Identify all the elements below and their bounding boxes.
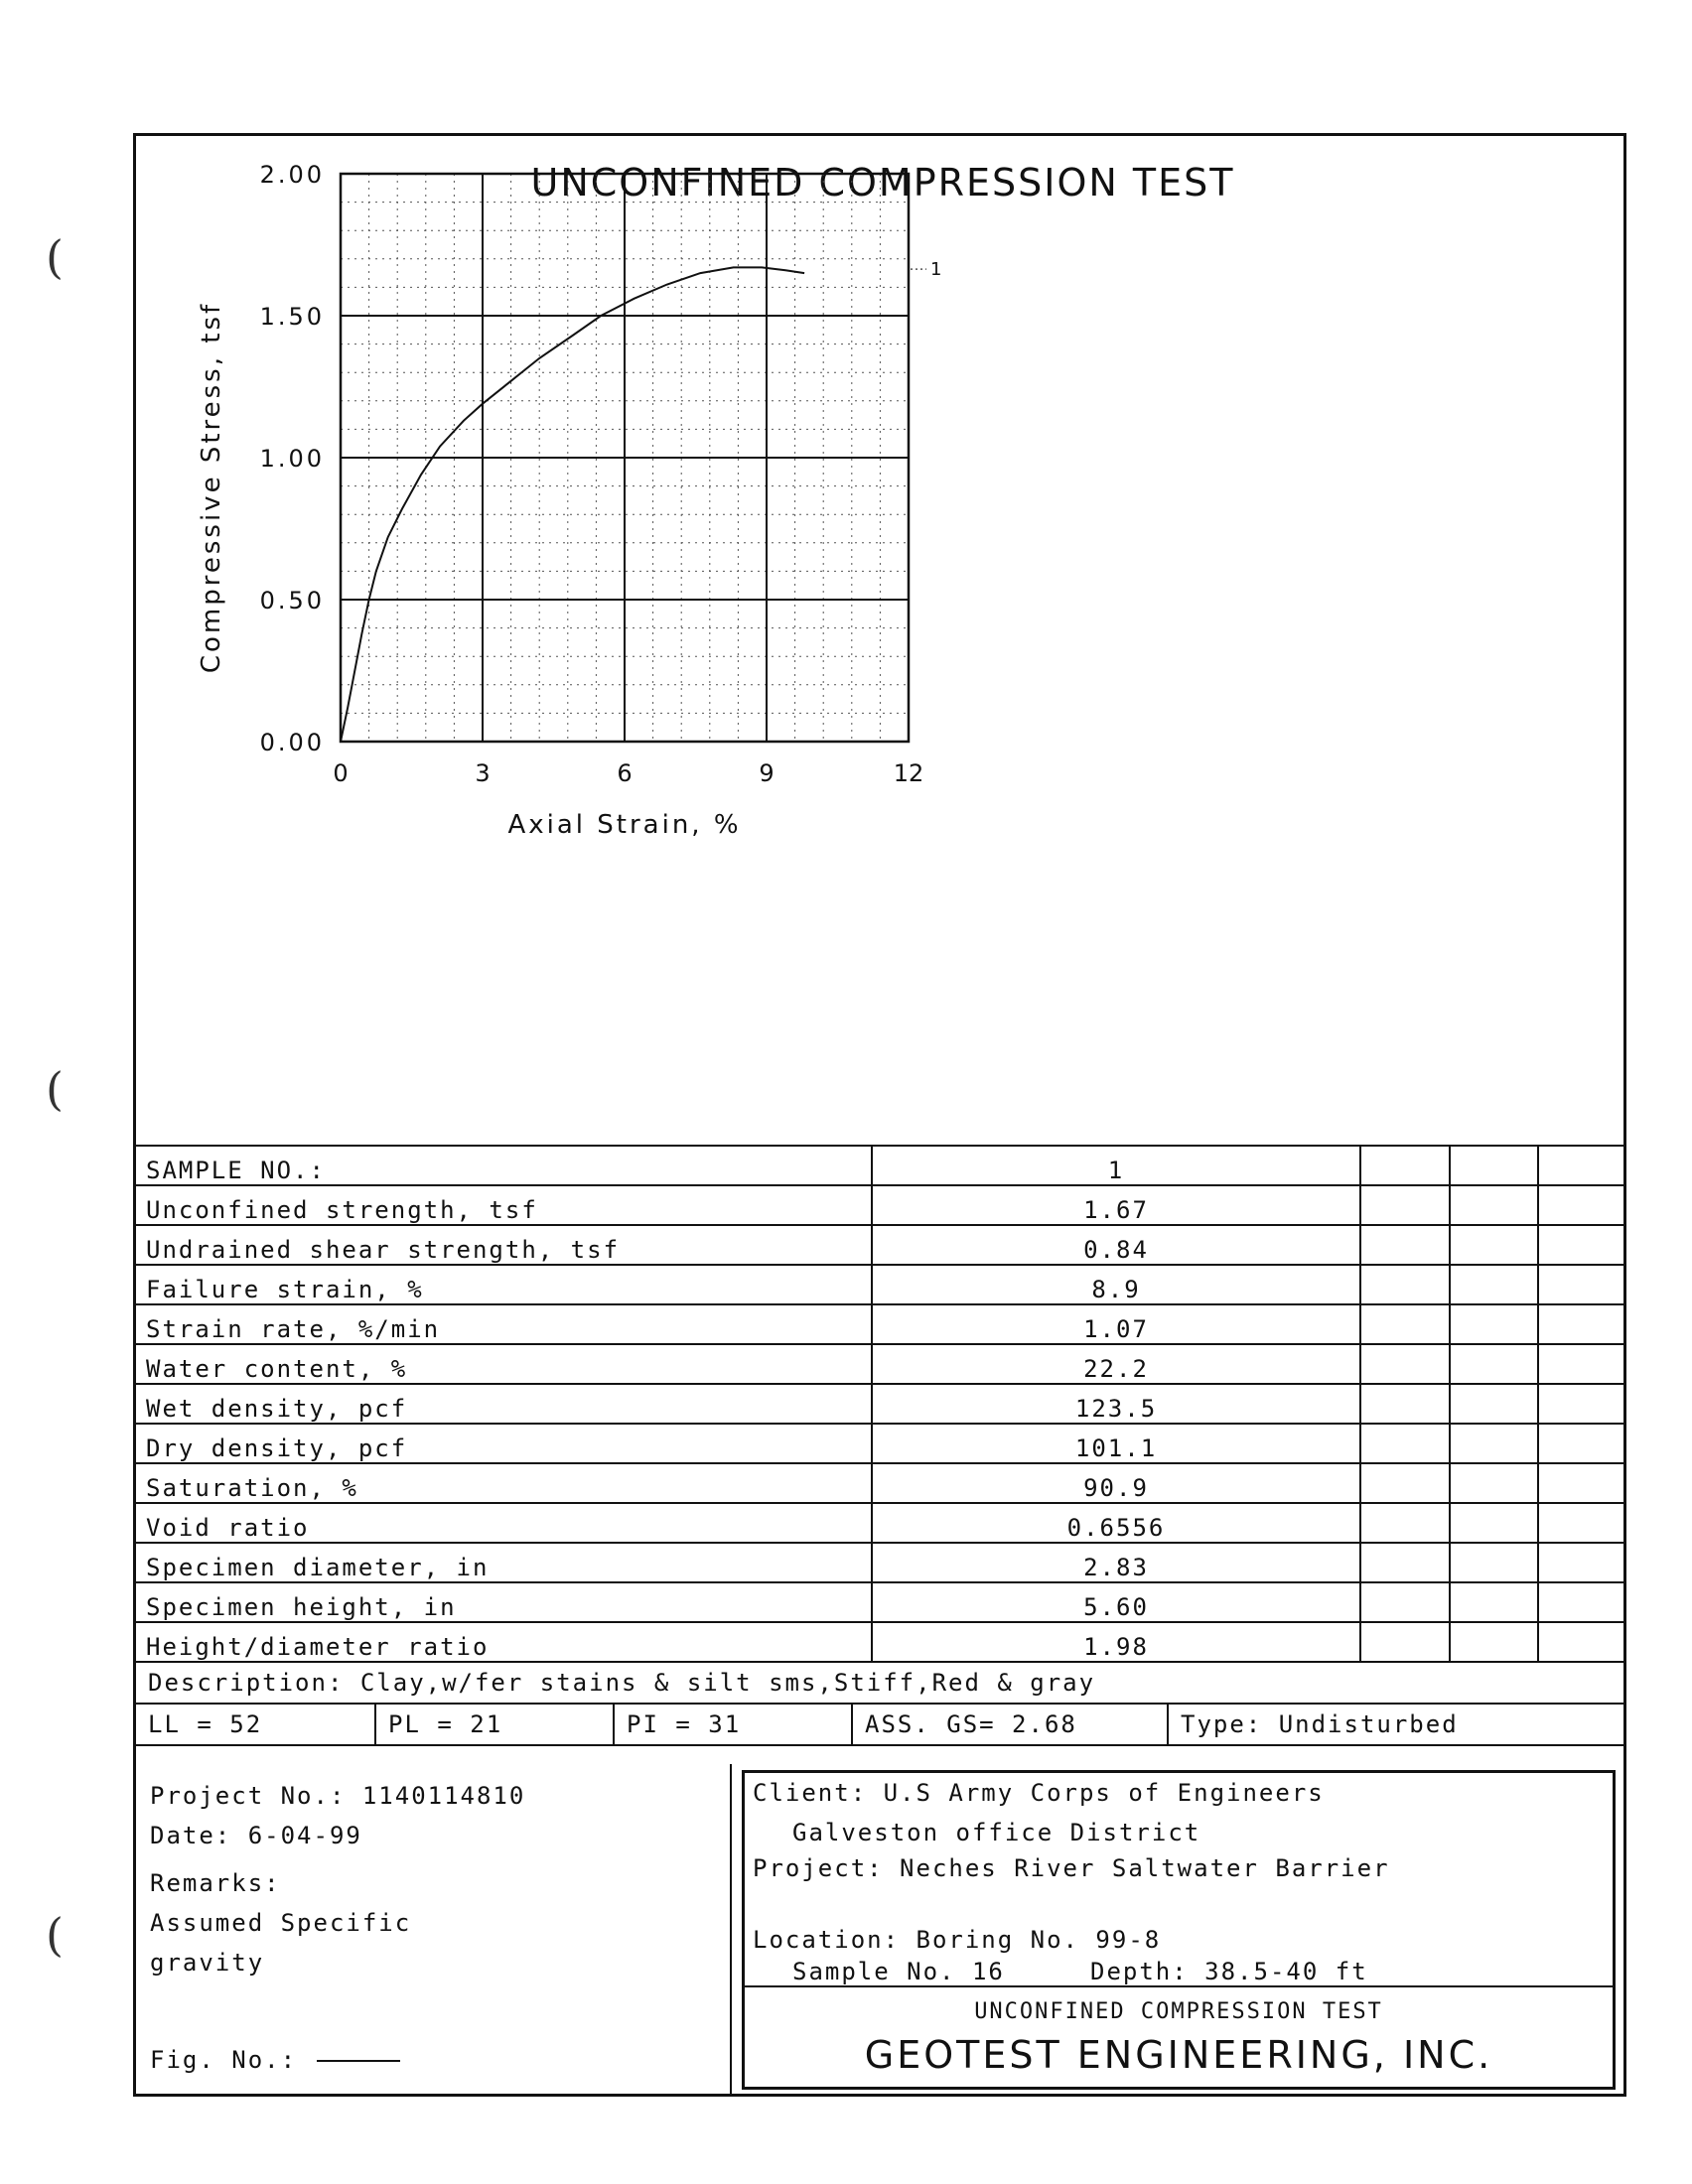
empty-sample-cell bbox=[1538, 1622, 1623, 1662]
property-value: 1.07 bbox=[872, 1304, 1360, 1344]
empty-sample-cell bbox=[1360, 1503, 1450, 1543]
property-value: 5.60 bbox=[872, 1582, 1360, 1622]
chart-title: UNCONFINED COMPRESSION TEST bbox=[530, 161, 1235, 205]
empty-sample-cell bbox=[1450, 1344, 1539, 1384]
empty-sample-cell bbox=[1450, 1384, 1539, 1424]
specific-gravity: ASS. GS= 2.68 bbox=[851, 1705, 1167, 1744]
property-row bbox=[136, 1265, 1623, 1304]
property-row bbox=[136, 1622, 1623, 1662]
empty-sample-cell bbox=[1360, 1185, 1450, 1225]
property-value: 8.9 bbox=[872, 1265, 1360, 1304]
property-value: 101.1 bbox=[872, 1424, 1360, 1463]
info-section bbox=[136, 1764, 1623, 2097]
x-axis-label: Axial Strain, % bbox=[507, 810, 742, 840]
empty-sample-cell bbox=[1360, 1622, 1450, 1662]
description-row bbox=[136, 1663, 1623, 1705]
location: Location: Boring No. 99-8 bbox=[753, 1926, 1162, 1954]
empty-sample-cell bbox=[1538, 1543, 1623, 1582]
empty-sample-cell bbox=[1450, 1304, 1539, 1344]
empty-sample-cell bbox=[1538, 1344, 1623, 1384]
property-row bbox=[136, 1225, 1623, 1265]
empty-sample-cell bbox=[1450, 1146, 1539, 1185]
description-text: Description: Clay,w/fer stains & silt sms,Stiff,Red & gray bbox=[148, 1669, 1096, 1697]
sample-number-row bbox=[136, 1146, 1623, 1185]
property-label: Wet density, pcf bbox=[136, 1384, 872, 1424]
property-label: Void ratio bbox=[136, 1503, 872, 1543]
empty-sample-cell bbox=[1538, 1424, 1623, 1463]
client-name: Client: U.S Army Corps of Engineers bbox=[753, 1779, 1325, 1807]
report-title: UNCONFINED COMPRESSION TEST bbox=[974, 1999, 1383, 2024]
test-date: Date: 6-04-99 bbox=[150, 1822, 362, 1849]
property-row bbox=[136, 1463, 1623, 1503]
series-label: 1 bbox=[930, 259, 942, 281]
property-label: Dry density, pcf bbox=[136, 1424, 872, 1463]
remarks-label: Remarks: bbox=[150, 1869, 281, 1897]
empty-sample-cell bbox=[1538, 1503, 1623, 1543]
limits-row bbox=[136, 1705, 1623, 1746]
property-label: Failure strain, % bbox=[136, 1265, 872, 1304]
empty-sample-cell bbox=[1538, 1265, 1623, 1304]
y-tick-label: 0.00 bbox=[259, 729, 325, 756]
property-label: Height/diameter ratio bbox=[136, 1622, 872, 1662]
empty-sample-cell bbox=[1360, 1265, 1450, 1304]
y-tick-label: 2.00 bbox=[259, 161, 325, 189]
x-tick-label: 9 bbox=[759, 759, 775, 787]
report-frame bbox=[133, 133, 1626, 2097]
margin-mark-1: ( bbox=[46, 230, 64, 284]
property-label: SAMPLE NO.: bbox=[136, 1146, 872, 1185]
empty-sample-cell bbox=[1360, 1543, 1450, 1582]
x-tick-label: 3 bbox=[475, 759, 491, 787]
property-value: 1 bbox=[872, 1146, 1360, 1185]
figure-number bbox=[150, 2046, 400, 2074]
property-value: 1.67 bbox=[872, 1185, 1360, 1225]
property-value: 123.5 bbox=[872, 1384, 1360, 1424]
sample-depth: Depth: 38.5-40 ft bbox=[1090, 1958, 1368, 1985]
x-tick-label: 0 bbox=[333, 759, 349, 787]
property-row bbox=[136, 1503, 1623, 1543]
empty-sample-cell bbox=[1450, 1185, 1539, 1225]
y-axis-label: Compressive Stress, tsf bbox=[197, 301, 226, 674]
margin-mark-3: ( bbox=[46, 1908, 64, 1962]
empty-sample-cell bbox=[1360, 1304, 1450, 1344]
empty-sample-cell bbox=[1450, 1543, 1539, 1582]
empty-sample-cell bbox=[1450, 1503, 1539, 1543]
y-tick-labels bbox=[260, 161, 325, 756]
empty-sample-cell bbox=[1538, 1384, 1623, 1424]
empty-sample-cell bbox=[1450, 1622, 1539, 1662]
property-value: 0.6556 bbox=[872, 1503, 1360, 1543]
empty-sample-cell bbox=[1360, 1146, 1450, 1185]
remarks-line-2: gravity bbox=[150, 1949, 265, 1977]
empty-sample-cell bbox=[1538, 1463, 1623, 1503]
figure-number-blank bbox=[317, 2060, 400, 2062]
liquid-limit: LL = 52 bbox=[148, 1710, 263, 1738]
remarks-line-1: Assumed Specific bbox=[150, 1909, 412, 1937]
empty-sample-cell bbox=[1360, 1344, 1450, 1384]
project-number: Project No.: 1140114810 bbox=[150, 1782, 526, 1810]
empty-sample-cell bbox=[1538, 1146, 1623, 1185]
empty-sample-cell bbox=[1538, 1185, 1623, 1225]
x-tick-label: 6 bbox=[617, 759, 633, 787]
property-row bbox=[136, 1543, 1623, 1582]
y-tick-label: 1.50 bbox=[259, 303, 325, 331]
figure-number-label: Fig. No.: bbox=[150, 2046, 298, 2074]
empty-sample-cell bbox=[1450, 1424, 1539, 1463]
property-row bbox=[136, 1384, 1623, 1424]
y-tick-label: 1.00 bbox=[259, 445, 325, 473]
property-label: Undrained shear strength, tsf bbox=[136, 1225, 872, 1265]
empty-sample-cell bbox=[1538, 1225, 1623, 1265]
property-value: 2.83 bbox=[872, 1543, 1360, 1582]
empty-sample-cell bbox=[1538, 1304, 1623, 1344]
property-row bbox=[136, 1424, 1623, 1463]
margin-mark-2: ( bbox=[46, 1062, 64, 1116]
property-label: Specimen diameter, in bbox=[136, 1543, 872, 1582]
x-tick-label: 12 bbox=[893, 759, 924, 787]
series-line bbox=[341, 267, 804, 742]
empty-sample-cell bbox=[1450, 1463, 1539, 1503]
x-tick-labels bbox=[333, 759, 923, 787]
project-info bbox=[136, 1764, 732, 2097]
property-label: Water content, % bbox=[136, 1344, 872, 1384]
plasticity-index: PI = 31 bbox=[613, 1705, 851, 1744]
property-row bbox=[136, 1185, 1623, 1225]
empty-sample-cell bbox=[1450, 1265, 1539, 1304]
stress-strain-chart bbox=[136, 136, 1623, 1145]
client-office: Galveston office District bbox=[792, 1819, 1201, 1846]
empty-sample-cell bbox=[1360, 1225, 1450, 1265]
property-label: Specimen height, in bbox=[136, 1582, 872, 1622]
property-label: Unconfined strength, tsf bbox=[136, 1185, 872, 1225]
firm-name: GEOTEST ENGINEERING, INC. bbox=[864, 2033, 1493, 2077]
property-value: 0.84 bbox=[872, 1225, 1360, 1265]
project-name: Project: Neches River Saltwater Barrier bbox=[753, 1854, 1390, 1882]
empty-sample-cell bbox=[1450, 1582, 1539, 1622]
empty-sample-cell bbox=[1360, 1463, 1450, 1503]
property-label: Saturation, % bbox=[136, 1463, 872, 1503]
property-value: 90.9 bbox=[872, 1463, 1360, 1503]
empty-sample-cell bbox=[1538, 1582, 1623, 1622]
empty-sample-cell bbox=[1360, 1384, 1450, 1424]
property-value: 1.98 bbox=[872, 1622, 1360, 1662]
empty-sample-cell bbox=[1450, 1225, 1539, 1265]
sample-type: Type: Undisturbed bbox=[1167, 1705, 1623, 1744]
sample-number: Sample No. 16 bbox=[792, 1958, 1005, 1985]
property-row bbox=[136, 1304, 1623, 1344]
property-label: Strain rate, %/min bbox=[136, 1304, 872, 1344]
property-value: 22.2 bbox=[872, 1344, 1360, 1384]
title-separator bbox=[745, 1985, 1613, 1987]
y-tick-label: 0.50 bbox=[259, 587, 325, 614]
property-row bbox=[136, 1582, 1623, 1622]
empty-sample-cell bbox=[1360, 1424, 1450, 1463]
property-row bbox=[136, 1344, 1623, 1384]
properties-table bbox=[136, 1145, 1623, 1663]
empty-sample-cell bbox=[1360, 1582, 1450, 1622]
plastic-limit: PL = 21 bbox=[374, 1705, 613, 1744]
client-box bbox=[742, 1770, 1616, 2090]
